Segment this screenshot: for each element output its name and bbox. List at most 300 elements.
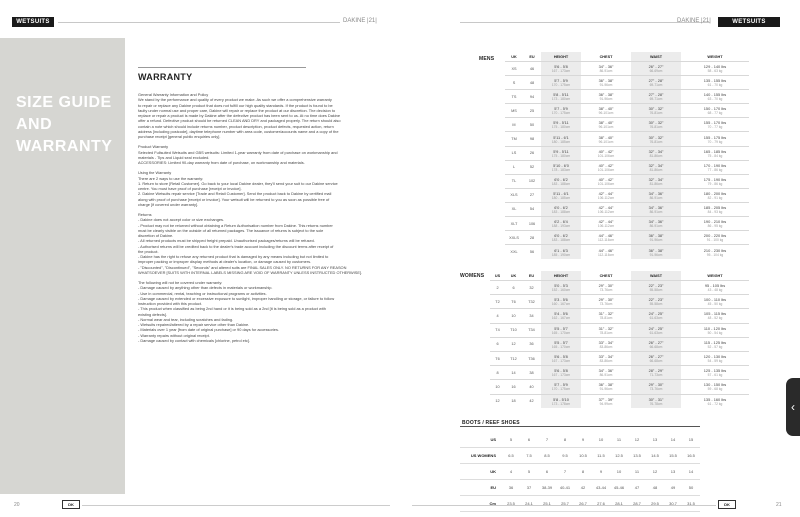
measure-cell bbox=[541, 394, 581, 408]
measure-cell bbox=[681, 366, 749, 380]
imperial-value: 5'6 - 5'8 bbox=[554, 368, 568, 374]
imperial-value: 34" - 36" bbox=[648, 190, 664, 196]
size-cell: L bbox=[505, 160, 523, 174]
table-row bbox=[460, 432, 700, 448]
metric-value: 170 - 175cm bbox=[551, 387, 571, 392]
measure-cell bbox=[541, 118, 581, 132]
table-row bbox=[505, 231, 749, 245]
shoe-size-cell: 40-41 bbox=[556, 480, 574, 496]
measure-cell bbox=[581, 104, 631, 118]
size-cell: MS bbox=[505, 104, 523, 118]
measure-cell bbox=[681, 351, 749, 365]
size-cell: T12 bbox=[505, 351, 522, 365]
size-cell: TL bbox=[505, 174, 523, 188]
warranty-line: the product. bbox=[138, 248, 159, 254]
metric-value: 73-76cm bbox=[599, 302, 613, 307]
measure-cell bbox=[581, 174, 631, 188]
measure-cell bbox=[681, 146, 749, 160]
shoe-size-cell: 15.5 bbox=[664, 448, 682, 464]
warranty-paragraph bbox=[138, 92, 376, 139]
metric-value: 86-91cm bbox=[599, 69, 613, 74]
size-cell: XL bbox=[505, 202, 523, 216]
size-cell: 94 bbox=[523, 90, 541, 104]
metric-value: 91-96cm bbox=[599, 97, 613, 102]
measure-cell bbox=[631, 146, 681, 160]
metric-value: 76-81cm bbox=[649, 125, 663, 130]
mens-header-row bbox=[505, 52, 749, 62]
measure-cell bbox=[681, 118, 749, 132]
womens-label: WOMENS bbox=[460, 273, 485, 279]
warranty-line: purchase receipt [general public enquiries only]. bbox=[138, 134, 221, 139]
metric-value: 160 - 167cm bbox=[551, 302, 571, 307]
shoe-size-cell: 7 bbox=[556, 464, 574, 480]
imperial-value: 5'6 - 5'8 bbox=[554, 64, 568, 70]
measure-cell bbox=[681, 380, 749, 394]
measure-cell bbox=[681, 217, 749, 231]
measure-cell bbox=[581, 281, 631, 295]
table-row bbox=[490, 295, 749, 309]
shoe-size-cell: 28.1 bbox=[610, 496, 628, 512]
imperial-value: 165 - 185 lbs bbox=[703, 148, 727, 154]
warranty-line: existing defects]. bbox=[138, 311, 167, 317]
size-cell: 25 bbox=[523, 104, 541, 118]
shoe-size-cell: 28.7 bbox=[628, 496, 646, 512]
metric-value: 101-106cm bbox=[597, 153, 615, 158]
imperial-value: 6'0 - 6'2 bbox=[554, 204, 568, 210]
measure-cell bbox=[681, 231, 749, 245]
table-row bbox=[490, 380, 749, 394]
metric-value: 66-69cm bbox=[649, 69, 663, 74]
mens-label: MENS bbox=[479, 56, 495, 62]
shoe-size-cell: 9 bbox=[574, 432, 592, 448]
size-cell: S bbox=[505, 76, 523, 90]
shoe-size-cell: 9.5 bbox=[556, 448, 574, 464]
imperial-value: 44" - 46" bbox=[598, 233, 614, 239]
shoe-size-cell: 6.5 bbox=[502, 448, 520, 464]
warranty-line: - Dakine has the right to refuse any returned product that is damaged by any means including but not limited to bbox=[138, 254, 329, 259]
imperial-value: 37" - 39" bbox=[598, 396, 614, 402]
size-cell: XXLS bbox=[505, 231, 523, 245]
imperial-value: 38" - 40" bbox=[598, 134, 614, 140]
measure-cell bbox=[541, 323, 581, 337]
warranty-line: faulty under normal use and proper care, Dakine will repair or replace the product at our discretion. The decision to bbox=[138, 107, 336, 113]
metric-value: 61 - 70 kg bbox=[707, 83, 723, 88]
measure-cell bbox=[581, 146, 631, 160]
shoe-size-cell: 10 bbox=[592, 432, 610, 448]
shoe-row-label: UK bbox=[460, 464, 502, 480]
imperial-value: 34" - 36" bbox=[648, 219, 664, 225]
measure-cell bbox=[541, 380, 581, 394]
metric-value: 101-106cm bbox=[597, 181, 615, 186]
column-header: UK bbox=[511, 54, 517, 59]
imperial-value: 40" - 42" bbox=[598, 162, 614, 168]
metric-value: 170 - 175cm bbox=[551, 83, 571, 88]
measure-cell bbox=[681, 323, 749, 337]
metric-value: 61-63cm bbox=[649, 330, 663, 335]
imperial-value: 24" - 25" bbox=[648, 311, 664, 317]
metric-value: 173 - 180cm bbox=[551, 97, 571, 102]
warranty-line: discretion of Dakine. bbox=[138, 233, 174, 238]
table-row bbox=[505, 245, 749, 259]
shoe-size-cell: 14 bbox=[664, 432, 682, 448]
metric-value: 180 - 185cm bbox=[551, 195, 571, 200]
metric-value: 58 - 63 kg bbox=[707, 69, 723, 74]
warranty-line: There are 2 ways to use the warranty: bbox=[138, 175, 204, 181]
warranty-line: 1. Return to store [Retail Customer]. Go back to your local Dakine dealer, they'll send your suit to our Dakine service bbox=[138, 180, 338, 186]
metric-value: 94-99cm bbox=[599, 401, 613, 406]
column-header: HEIGHT bbox=[541, 52, 581, 62]
metric-value: 86-91cm bbox=[649, 224, 663, 229]
imperial-value: 26" - 27" bbox=[648, 339, 664, 345]
measure-cell bbox=[581, 217, 631, 231]
shoe-size-cell: 30.7 bbox=[664, 496, 682, 512]
size-cell: 8 bbox=[490, 366, 505, 380]
imperial-value: 5'5 - 5'7 bbox=[554, 325, 568, 331]
imperial-value: 115 - 125 lbs bbox=[703, 339, 727, 345]
table-row bbox=[505, 217, 749, 231]
measure-cell bbox=[541, 309, 581, 323]
imperial-value: 26" - 27" bbox=[648, 354, 664, 360]
measure-cell bbox=[541, 202, 581, 216]
metric-value: 91-96cm bbox=[649, 238, 663, 243]
measure-cell bbox=[541, 245, 581, 259]
imperial-value: 5'0 - 5'3 bbox=[554, 283, 568, 289]
metric-value: 61-63cm bbox=[649, 316, 663, 321]
shoe-size-cell: 27.6 bbox=[592, 496, 610, 512]
size-cell: 14 bbox=[505, 366, 522, 380]
imperial-value: 120 - 130 lbs bbox=[703, 354, 727, 360]
table-row bbox=[460, 480, 700, 496]
metric-value: 170 - 175cm bbox=[551, 111, 571, 116]
measure-cell bbox=[541, 76, 581, 90]
metric-value: 73-76cm bbox=[599, 288, 613, 293]
size-cell: XLS bbox=[505, 188, 523, 202]
metric-value: 91 - 100 kg bbox=[706, 238, 724, 243]
size-cell: 36 bbox=[522, 337, 541, 351]
size-cell: 12 bbox=[490, 394, 505, 408]
measure-cell bbox=[581, 231, 631, 245]
size-cell: T34 bbox=[522, 323, 541, 337]
measure-cell bbox=[631, 394, 681, 408]
measure-cell bbox=[631, 295, 681, 309]
measure-cell bbox=[581, 394, 631, 408]
warranty-paragraph bbox=[138, 280, 376, 343]
metric-value: 81-86cm bbox=[649, 153, 663, 158]
imperial-value: 130 - 150 lbs bbox=[703, 382, 727, 388]
warranty-line: - Damage caused by anything other than defects in materials or workmanship. bbox=[138, 285, 273, 291]
shoe-size-cell: 48 bbox=[646, 480, 664, 496]
warranty-line: instruction provided with this product. bbox=[138, 301, 203, 306]
shoe-row-label: EU bbox=[460, 480, 502, 496]
table-row bbox=[505, 174, 749, 188]
metric-value: 54 - 59 kg bbox=[707, 359, 723, 364]
measure-cell bbox=[631, 132, 681, 146]
metric-value: 183 - 188cm bbox=[551, 181, 571, 186]
metric-value: 188 - 193cm bbox=[551, 224, 571, 229]
imperial-value: 150 - 170 lbs bbox=[703, 106, 727, 112]
measure-cell bbox=[631, 366, 681, 380]
column-header: CHEST bbox=[599, 273, 613, 278]
metric-value: 70 - 77 kg bbox=[707, 125, 723, 130]
imperial-value: 175 - 190 lbs bbox=[703, 176, 727, 182]
shoe-size-cell: 29.5 bbox=[646, 496, 664, 512]
metric-value: 78-81cm bbox=[599, 330, 613, 335]
imperial-value: 24" - 25" bbox=[648, 325, 664, 331]
imperial-value: 22" - 23" bbox=[648, 283, 664, 289]
measure-cell bbox=[541, 217, 581, 231]
measure-cell bbox=[631, 118, 681, 132]
shoe-size-cell: 31.5 bbox=[682, 496, 700, 512]
metric-value: 96-101cm bbox=[598, 139, 614, 144]
imperial-value: 140 - 155 lbs bbox=[703, 92, 727, 98]
warranty-line: replace or repair a product is made by Dakine after the defective product has been sent to us. At no time does Dakine bbox=[138, 113, 340, 118]
imperial-value: 42" - 44" bbox=[598, 204, 614, 210]
header-rule bbox=[460, 22, 710, 23]
imperial-value: 5'8 - 5'11 bbox=[553, 92, 569, 98]
column-header: UK bbox=[510, 273, 517, 278]
size-cell: 40 bbox=[522, 380, 541, 394]
imperial-value: 95 - 105 lbs bbox=[704, 283, 726, 289]
warranty-line: - Damage caused by extended or excessive exposure to sunlight, improper handling or storage, or failure to follow bbox=[138, 295, 335, 301]
size-cell: 50 bbox=[523, 118, 541, 132]
warranty-line: - Authorised returns will be credited back to the dealer's trade account including the discount terms after receipt of bbox=[138, 243, 334, 249]
table-row bbox=[460, 464, 700, 480]
imperial-value: 36" - 38" bbox=[598, 382, 614, 388]
metric-value: 61 - 72 kg bbox=[707, 401, 723, 406]
size-cell: 54 bbox=[523, 202, 541, 216]
imperial-value: 5'7 - 5'9 bbox=[554, 106, 568, 112]
metric-value: 101-106cm bbox=[597, 167, 615, 172]
measure-cell bbox=[581, 366, 631, 380]
warranty-line: offer a refund. Defective product should be returned CLEAN AND DRY and packaged properly. The return should also bbox=[138, 118, 341, 124]
size-cell: T4 bbox=[490, 323, 505, 337]
imperial-value: 125 - 135 lbs bbox=[703, 368, 727, 374]
measure-cell bbox=[681, 104, 749, 118]
measure-cell bbox=[681, 245, 749, 259]
warranty-line: - Wetsuits repaired/altered by a repair service other than Dakine. bbox=[138, 322, 250, 327]
imperial-value: 155 - 175 lbs bbox=[703, 134, 727, 140]
imperial-value: 135 - 155 lbs bbox=[703, 78, 727, 84]
metric-value: 76-81cm bbox=[649, 139, 663, 144]
table-row bbox=[505, 104, 749, 118]
metric-value: 71-73cm bbox=[649, 373, 663, 378]
warranty-line: General Warranty Information and Policy bbox=[138, 92, 209, 97]
size-cell: 18 bbox=[505, 394, 522, 408]
size-cell: 10 bbox=[490, 380, 505, 394]
shoe-size-cell: 11 bbox=[628, 464, 646, 480]
metric-value: 96-101cm bbox=[598, 125, 614, 130]
measure-cell bbox=[581, 323, 631, 337]
imperial-value: 110 - 120 lbs bbox=[703, 325, 727, 331]
table-row bbox=[505, 146, 749, 160]
shoe-size-cell: 8.5 bbox=[538, 448, 556, 464]
metric-value: 52 - 57 kg bbox=[707, 344, 723, 349]
size-cell: 106 bbox=[523, 217, 541, 231]
measure-cell bbox=[541, 281, 581, 295]
shoe-size-cell: 13.5 bbox=[628, 448, 646, 464]
page-title: SIZE GUIDE AND WARRANTY bbox=[16, 94, 113, 155]
measure-cell bbox=[631, 245, 681, 259]
measure-cell bbox=[581, 188, 631, 202]
size-cell: 42 bbox=[522, 394, 541, 408]
metric-value: 180 - 185cm bbox=[551, 139, 571, 144]
column-header: WAIST bbox=[631, 52, 681, 62]
imperial-value: 34" - 36" bbox=[598, 368, 614, 374]
measure-cell bbox=[581, 132, 631, 146]
imperial-value: 5'8 - 5'10 bbox=[553, 396, 569, 402]
measure-cell bbox=[541, 231, 581, 245]
metric-value: 83-86cm bbox=[599, 359, 613, 364]
shoe-size-cell: 38-39 bbox=[538, 480, 556, 496]
imperial-value: 5'9 - 5'11 bbox=[553, 148, 569, 154]
imperial-value: 5'10 - 6'0 bbox=[553, 162, 569, 168]
warranty-paragraph bbox=[138, 144, 376, 165]
imperial-value: 28" - 29" bbox=[648, 368, 664, 374]
imperial-value: 30" - 32" bbox=[648, 134, 664, 140]
imperial-value: 5'6 - 5'8 bbox=[554, 354, 568, 360]
metric-value: 76-81cm bbox=[649, 111, 663, 116]
metric-value: 106-112cm bbox=[597, 195, 615, 200]
warranty-line: along with proof of purchase [receipt or invoice]. Your wetsuit will be returned to you as soon as possible free of bbox=[138, 196, 330, 202]
measure-cell bbox=[681, 160, 749, 174]
metric-value: 112-116cm bbox=[597, 252, 614, 257]
shoe-size-cell: 14.5 bbox=[646, 448, 664, 464]
size-cell: 16 bbox=[505, 380, 522, 394]
imperial-value: 42" - 44" bbox=[598, 219, 614, 225]
imperial-value: 5'4 - 5'6 bbox=[554, 311, 568, 317]
warranty-line: 2. Dakine Wetsuits repair service [Trade and Retail Customer]. Send the product back to Dakine by certified mail bbox=[138, 191, 332, 197]
table-row bbox=[505, 62, 749, 76]
measure-cell bbox=[581, 118, 631, 132]
imperial-value: 38" - 40" bbox=[598, 120, 614, 126]
metric-value: 77 - 86 kg bbox=[707, 167, 723, 172]
shoes-rule bbox=[460, 426, 700, 427]
shoe-size-cell: 25.7 bbox=[556, 496, 574, 512]
page-nav-handle[interactable]: ‹ bbox=[786, 378, 800, 436]
metric-value: 183 - 188cm bbox=[551, 209, 571, 214]
column-header: EU bbox=[529, 54, 535, 59]
shoe-size-cell: 49 bbox=[664, 480, 682, 496]
warranty-line: materials - Tips and Liquid seal excluded. bbox=[138, 154, 210, 160]
shoe-size-cell: 11 bbox=[610, 432, 628, 448]
table-row bbox=[505, 188, 749, 202]
metric-value: 63 - 70 kg bbox=[707, 97, 723, 102]
metric-value: 45 - 50 kg bbox=[707, 302, 723, 307]
header-rule bbox=[58, 22, 340, 23]
imperial-value: 5'9 - 5'11 bbox=[553, 120, 569, 126]
measure-cell bbox=[631, 174, 681, 188]
size-cell: 34 bbox=[522, 309, 541, 323]
measure-cell bbox=[631, 160, 681, 174]
imperial-value: 31" - 32" bbox=[598, 325, 614, 331]
metric-value: 66-68cm bbox=[649, 344, 663, 349]
imperial-value: 155 - 170 lbs bbox=[703, 120, 727, 126]
metric-value: 81-86cm bbox=[649, 167, 663, 172]
metric-value: 75 - 84 kg bbox=[707, 153, 723, 158]
shoe-size-cell: 43-44 bbox=[592, 480, 610, 496]
size-cell: 6 bbox=[490, 337, 505, 351]
title-rule bbox=[138, 67, 306, 68]
measure-cell bbox=[681, 76, 749, 90]
imperial-value: 6'0 - 6'2 bbox=[554, 233, 568, 239]
metric-value: 185 - 190cm bbox=[551, 252, 571, 257]
size-cell: 4 bbox=[490, 309, 505, 323]
imperial-value: 5'5 - 5'7 bbox=[554, 339, 568, 345]
shoe-row-label: US WOMENS bbox=[460, 448, 502, 464]
shoe-size-cell: 25.1 bbox=[538, 496, 556, 512]
size-cell: TS bbox=[505, 90, 523, 104]
metric-value: 57 - 61 kg bbox=[707, 373, 723, 378]
metric-value: 48 - 52 kg bbox=[707, 316, 723, 321]
womens-size-table bbox=[490, 271, 749, 408]
metric-value: 86-91cm bbox=[649, 195, 663, 200]
measure-cell bbox=[681, 337, 749, 351]
imperial-value: 30" - 32" bbox=[648, 120, 664, 126]
imperial-value: 22" - 23" bbox=[648, 297, 664, 303]
measure-cell bbox=[581, 380, 631, 394]
shoes-label: BOOTS / REEF SHOES bbox=[462, 420, 520, 426]
imperial-value: 38" - 40" bbox=[598, 106, 614, 112]
size-cell: XLT bbox=[505, 217, 523, 231]
metric-value: 78-81cm bbox=[599, 316, 613, 321]
size-cell: M bbox=[505, 118, 523, 132]
size-cell: 27 bbox=[523, 188, 541, 202]
measure-cell bbox=[581, 76, 631, 90]
shoe-size-cell: 12.5 bbox=[610, 448, 628, 464]
column-header: WEIGHT bbox=[707, 54, 723, 59]
metric-value: 95 - 104 kg bbox=[706, 252, 724, 257]
imperial-value: 29" - 30" bbox=[598, 283, 614, 289]
metric-value: 66-68cm bbox=[649, 359, 663, 364]
shoe-size-cell: 8 bbox=[556, 432, 574, 448]
table-row bbox=[490, 323, 749, 337]
imperial-value: 30" - 31" bbox=[648, 396, 664, 402]
shoe-size-cell: 26.7 bbox=[574, 496, 592, 512]
metric-value: 165 - 170cm bbox=[551, 344, 571, 349]
metric-value: 83-86cm bbox=[599, 344, 613, 349]
measure-cell bbox=[541, 174, 581, 188]
brand-logo: DK bbox=[718, 500, 736, 509]
section-pill: WETSUITS bbox=[718, 17, 780, 27]
warranty-line: - Damage caused by contact with chemicals [chlorine, petrol etc]. bbox=[138, 337, 251, 343]
page-number: 21 bbox=[776, 502, 782, 508]
measure-cell bbox=[541, 62, 581, 76]
shoe-size-cell: 7.5 bbox=[520, 448, 538, 464]
shoe-size-cell: 10 bbox=[610, 464, 628, 480]
size-cell: 6 bbox=[505, 281, 522, 295]
metric-value: 175 - 180cm bbox=[551, 153, 571, 158]
warranty-line: - All returned products must be shipped freight prepaid. Unauthorised packages/returns will be refused. bbox=[138, 238, 315, 244]
footer-rule bbox=[82, 505, 390, 506]
imperial-value: 32" - 34" bbox=[648, 176, 664, 182]
table-row bbox=[460, 448, 700, 464]
metric-value: 82 - 91 kg bbox=[707, 195, 723, 200]
imperial-value: 135 - 160 lbs bbox=[703, 396, 727, 402]
imperial-value: 5'3 - 5'6 bbox=[554, 297, 568, 303]
metric-value: 50 - 54 kg bbox=[707, 330, 723, 335]
metric-value: 69-71cm bbox=[649, 97, 663, 102]
imperial-value: 27" - 28" bbox=[648, 92, 664, 98]
measure-cell bbox=[541, 90, 581, 104]
shoe-size-cell: 24.1 bbox=[520, 496, 538, 512]
measure-cell bbox=[631, 380, 681, 394]
measure-cell bbox=[581, 351, 631, 365]
measure-cell bbox=[631, 90, 681, 104]
measure-cell bbox=[581, 295, 631, 309]
size-cell: T2 bbox=[490, 295, 505, 309]
shoe-size-table bbox=[460, 432, 700, 512]
metric-value: 68 - 77 kg bbox=[707, 111, 723, 116]
